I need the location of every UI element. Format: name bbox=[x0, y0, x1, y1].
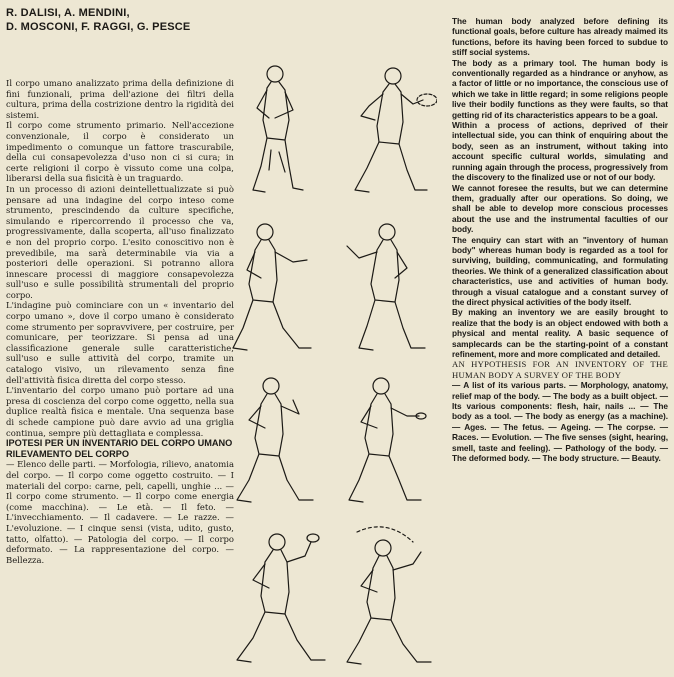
authors-block bbox=[6, 6, 234, 34]
italian-paragraph: L'indagine può cominciare con un « inventario del corpo umano », dove il corpo umano è considerato come strumento per sopravvivere, per costruire, per comunicare, per teorizzare. Si pensa ad una classificazione generale sulle caratteristiche, sull'uso e sulle attività del corpo, tramite un catalogo visivo, un rilevamento senza fine dell'attività fisica diretta del corpo stesso. bbox=[6, 300, 234, 385]
english-paragraph: By making an inventory we are easily brought to realize that the body is an object endowed with both a physical and mental reality. A basic sequence of samplecards can be the starting-point of a constant refinement, more and more complicated and detailed. bbox=[452, 307, 668, 359]
italian-heading-survey: RILEVAMENTO DEL CORPO bbox=[6, 448, 130, 459]
figure-step-2 bbox=[337, 60, 437, 200]
figure-step-1 bbox=[227, 60, 317, 200]
italian-paragraph: Il corpo umano analizzato prima della definizione di fini funzionali, prima dell'azione dei filtri della cultura, prima della costrizione dentro la rigidità dei sistemi. bbox=[6, 78, 234, 120]
figure-step-3 bbox=[227, 218, 327, 358]
english-paragraph: Within a process of actions, deprived of their intellectual side, you can think of enquiring about the body, seen as an instrument, without taking into account specific cultural worlds, simulating and running again through the process, progressively from the discovery to the finalized use or not of our body. bbox=[452, 120, 668, 183]
authors-line-1: R. DALISI, A. MENDINI, bbox=[6, 7, 130, 19]
figure-illustrations bbox=[225, 60, 445, 670]
italian-paragraph: Il corpo come strumento primario. Nell'accezione convenzionale, il corpo è considerato un impedimento o comunque un fattore trascurabile, della cui consapevolezza d'uso non ci si cura; in certe religioni il corpo è vissuto come una colpa, liberarsi della sua fisicità è un traguardo. bbox=[6, 120, 234, 184]
italian-list: — Elenco delle parti. — Morfologia, rilievo, anatomia del corpo. — Il corpo come oggetto costruito. — I materiali del corpo: carne, peli, capelli, unghie ... — Il corpo come strumento. — Il corpo come energia (come macchina). — Le età. — Il feto. — L'invecchiamento. — Il cadavere. — Le razze. — L'evoluzione. — I cinque sensi (vista, udito, gusto, tatto, olfatto). — Patologia del corpo. — Il corpo deformato. — La rappresentazione del corpo. — Bellezza. bbox=[6, 459, 234, 565]
italian-heading-hypothesis: IPOTESI PER UN INVENTARIO DEL CORPO UMANO bbox=[6, 438, 233, 449]
italian-body bbox=[6, 78, 234, 565]
italian-paragraph: L'inventario del corpo umano può portare ad una presa di coscienza del corpo come oggetto, nella sua duplice realtà fisica e mentale. Una sequenza base di schede campione può dare avvio ad una griglia continua, sempre più dettagliata e complessa. bbox=[6, 385, 234, 438]
italian-paragraph: In un processo di azioni deintellettualizzate si può pensare ad una indagine del corpo inteso come strumento, prescindendo da culture specifiche, simulando e ripercorrendo il processo che va, progressivamente, dalla scoperta, all'uso finalizzato e non del proprio corpo. L'esito conoscitivo non è prevedibile, ma sarà determinabile via via a posteriori delle operazioni. Si potranno allora innescare processi di maggiore consapevolezza sull'uso e sulle possibilità strumentali del proprio corpo. bbox=[6, 183, 234, 300]
english-paragraph: The human body analyzed before defining its functional goals, before culture has already maimed its functions, before its having been forced to subdue to stiff social systems. bbox=[452, 16, 668, 58]
english-paragraph: We cannot foresee the results, but we can determine them, gradually after our operations. So doing, we shall be able to develop more conscious processes about the use and the instrumental faculties of our body. bbox=[452, 182, 668, 235]
figure-step-8 bbox=[337, 522, 445, 670]
figure-step-6 bbox=[337, 370, 437, 510]
figure-step-7 bbox=[227, 522, 337, 670]
english-body bbox=[452, 16, 668, 463]
english-heading: AN HYPOTHESIS FOR AN INVENTORY OF THE HUMAN BODY A SURVEY OF THE BODY bbox=[452, 359, 668, 380]
authors-line-2: D. MOSCONI, F. RAGGI, G. PESCE bbox=[6, 21, 191, 33]
english-paragraph: The enquiry can start with an "inventory of human body" whereas human body is regarded as a tool for surviving, building, communicating, and formulating theories. We think of a generalized classification about characteristics, use and activities of human body. through a visual catalogue and a constant survey of the direct physical activities of the body itself. bbox=[452, 234, 668, 307]
figure-step-5 bbox=[227, 370, 327, 510]
english-column bbox=[452, 0, 668, 463]
english-list: — A list of its various parts. — Morphology, anatomy, relief map of the body. — The body as a built object. — Its various components: flesh, hair, nails ... — The body as a tool. — The body as energy (as a machine). — Ages. — The fetus. — Ageing. — The corpse. — Races. — Evolution. — The five senses (sight, hearing, smell, taste and feeling). — Pathology of the body. — The deformed body. — The body structure. — Beauty. bbox=[452, 380, 668, 464]
italian-column bbox=[6, 0, 234, 565]
english-paragraph: The body as a primary tool. The human body is conventionally regarded as a hindrance or anyhow, as a factor of little or no importance, the conscious use of which we take in little regard; in some religions people live their bodily functions as they were faults, so that getting rid of its characteristics appears to be a goal. bbox=[452, 57, 668, 120]
figure-step-4 bbox=[337, 218, 437, 358]
